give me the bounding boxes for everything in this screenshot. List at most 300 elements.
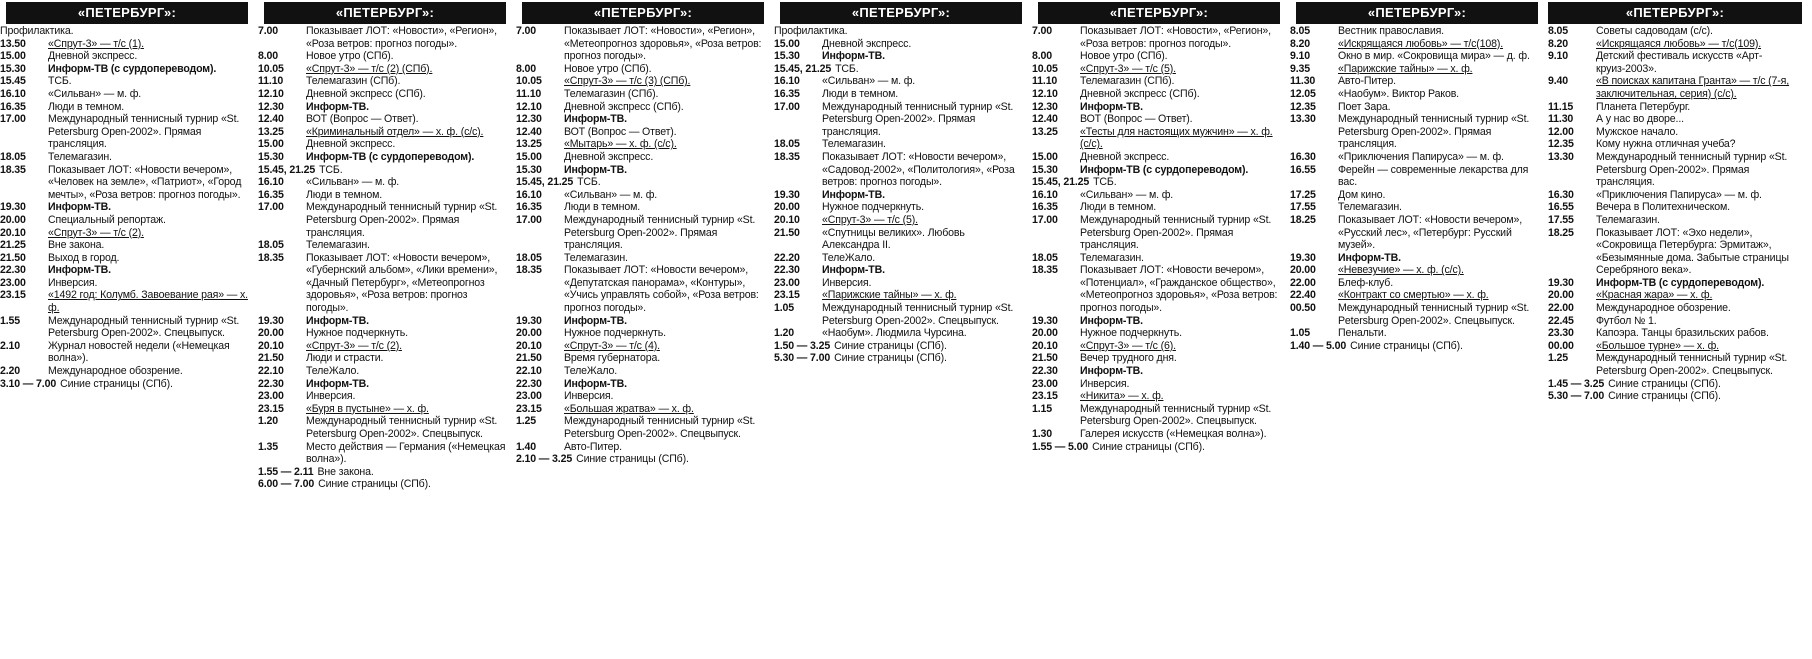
program-time: 5.30 — 7.00 (1548, 390, 1605, 403)
program-time: 20.10 (258, 339, 284, 352)
program-title: Телемагазин. (1080, 251, 1144, 264)
program-title: Вестник православия. (1338, 25, 1444, 37)
program-time: 1.20 (258, 415, 279, 428)
program-time: 1.25 (1548, 352, 1569, 365)
program-list (258, 25, 508, 491)
program-row (258, 201, 508, 239)
program-time: 12.10 (1032, 87, 1058, 100)
program-row (0, 164, 250, 202)
program-row (516, 441, 766, 454)
program-time: 12.30 (258, 100, 284, 113)
program-title: Информ-ТВ. (564, 113, 627, 126)
program-title: Дневной экспресс. (1080, 150, 1170, 163)
program-time: 18.05 (0, 150, 26, 163)
program-time: 12.40 (258, 113, 284, 126)
program-time: 6.00 — 7.00 (258, 478, 315, 491)
program-time: 23.15 (516, 402, 542, 415)
program-row (1032, 315, 1282, 328)
program-row (1290, 113, 1540, 151)
program-time: 23.15 (1032, 390, 1058, 403)
program-row (1032, 428, 1282, 441)
program-title: Международный теннисный турнир «St. Petersburg Open-2002». Спецвыпуск. (1596, 352, 1788, 378)
program-title: Международный теннисный турнир «St. Petersburg Open-2002». Спецвыпуск. (822, 302, 1014, 327)
program-time: 15.45, 21.25 (774, 62, 832, 75)
program-title: А у нас во дворе... (1596, 113, 1684, 126)
program-time: 8.00 (1032, 50, 1053, 63)
program-time: 15.00 (1032, 150, 1058, 163)
program-row (774, 138, 1024, 151)
program-row (1290, 38, 1540, 51)
program-row (1290, 151, 1540, 164)
program-title: Дневной экспресс (СПб). (564, 100, 684, 113)
program-title: ТелеЖало. (822, 251, 876, 264)
program-title: ТСБ. (1093, 176, 1117, 189)
program-row (258, 327, 508, 340)
program-title: Телемагазин (СПб). (564, 87, 659, 100)
program-title: Информ-ТВ (с сурдопереводом). (48, 62, 217, 75)
program-title: «Спрут-3» — т/с (5). (822, 213, 918, 226)
program-time: 00.50 (1290, 302, 1316, 315)
program-title: Информ-ТВ. (822, 50, 885, 63)
program-row (516, 63, 766, 76)
program-time: 9.10 (1548, 50, 1569, 63)
program-time: 7.00 (258, 25, 279, 37)
program-title: Информ-ТВ. (1080, 365, 1143, 378)
program-row (1548, 327, 1810, 340)
program-row (516, 403, 766, 416)
program-row (774, 302, 1024, 327)
program-title: «1492 год: Колумб. Завоевание рая» — х. ф. (48, 289, 248, 315)
program-time: 10.05 (516, 75, 542, 88)
program-row (516, 214, 766, 252)
program-list (774, 25, 1024, 365)
program-time: 19.30 (1290, 251, 1316, 264)
program-row (258, 365, 508, 378)
program-title: Международный теннисный турнир «St. Petersburg Open-2002». Спецвыпуск. (306, 415, 498, 440)
program-time: 1.50 — 3.25 (774, 339, 831, 352)
program-title: Телемагазин. (822, 138, 886, 151)
program-row (1290, 75, 1540, 88)
program-title: «Наобум». Виктор Раков. (1338, 87, 1459, 100)
program-time: 1.25 (516, 415, 537, 428)
program-time: 20.10 (516, 339, 542, 352)
program-title: ТелеЖало. (306, 365, 360, 378)
program-title: Информ-ТВ. (564, 314, 627, 327)
program-row (258, 239, 508, 252)
program-time: 18.05 (774, 138, 800, 151)
program-time: 15.00 (258, 138, 284, 151)
program-list (1032, 25, 1282, 453)
program-time: 1.55 — 2.11 (258, 465, 314, 478)
program-time: 16.30 (1290, 150, 1316, 163)
program-title: Выход в город. (48, 251, 120, 264)
program-time: 17.00 (516, 213, 542, 226)
program-row (1290, 88, 1540, 101)
program-time: 20.00 (0, 213, 26, 226)
program-time: 1.05 (1290, 327, 1311, 340)
program-time: 20.00 (774, 201, 800, 214)
program-time: 15.45, 21.25 (516, 176, 574, 189)
program-title: Новое утро (СПб). (306, 50, 394, 63)
program-row (0, 227, 250, 240)
program-title: ТСБ. (835, 62, 859, 75)
program-title: Синие страницы (СПб). (1608, 377, 1721, 390)
program-row (774, 227, 1024, 252)
program-row (1548, 378, 1810, 391)
program-time: 17.55 (1548, 213, 1574, 226)
program-time: 22.30 (0, 264, 26, 277)
program-row (516, 340, 766, 353)
program-row (0, 101, 250, 114)
program-time: 8.05 (1548, 25, 1569, 37)
program-title: Информ-ТВ (с сурдопереводом). (306, 150, 475, 163)
program-title: Инверсия. (822, 276, 872, 289)
program-title: Нужное подчеркнуть. (1080, 327, 1182, 340)
program-title: Галерея искусств («Немецкая волна»). (1080, 428, 1267, 440)
day-column-2 (258, 2, 508, 657)
program-title: Показывает ЛОТ: «Эхо недели», «Сокровища Петербурга: Эрмитаж», «Безымянные дома. Забытые страницы Серебряного века». (1596, 226, 1789, 277)
program-title: Информ-ТВ (с сурдопереводом). (1080, 163, 1249, 176)
program-title: Телемагазин. (564, 251, 628, 264)
program-time: 16.35 (774, 87, 800, 100)
program-row (0, 88, 250, 101)
program-row (0, 378, 250, 391)
program-row (516, 101, 766, 114)
program-time: 17.00 (1032, 213, 1058, 226)
program-time: 15.45, 21.25 (1032, 176, 1090, 189)
program-time: 15.30 (258, 150, 284, 163)
program-row (774, 101, 1024, 139)
program-row (0, 239, 250, 252)
program-title: «Контракт со смертью» — х. ф. (1338, 289, 1489, 302)
program-time: 15.30 (1032, 163, 1058, 176)
program-row (516, 25, 766, 63)
program-time: 8.00 (258, 50, 279, 63)
program-title: «Спрут-3» — т/с (1). (48, 37, 144, 50)
program-time: 15.30 (516, 163, 542, 176)
program-title: Люди и страсти. (306, 352, 384, 365)
program-title: Синие страницы (СПб). (576, 453, 689, 466)
program-time: 15.00 (0, 50, 26, 63)
program-title: ВОТ (Вопрос — Ответ). (1080, 113, 1193, 126)
program-time: 17.00 (0, 113, 26, 126)
program-row (1290, 327, 1540, 340)
program-time: 16.55 (1290, 163, 1316, 176)
program-title: «Наобум». Людмила Чурсина. (822, 327, 967, 340)
program-time: 22.30 (774, 264, 800, 277)
program-time: 1.45 — 3.25 (1548, 377, 1605, 390)
program-time: 12.40 (1032, 113, 1058, 126)
program-title: ТСБ. (577, 176, 601, 189)
program-title: Информ-ТВ. (48, 201, 111, 214)
program-title: «Большая жратва» — х. ф. (564, 402, 694, 415)
program-title: Вечера в Политехническом. (1596, 201, 1730, 214)
program-time: 21.25 (0, 239, 26, 252)
program-title: Инверсия. (48, 276, 98, 289)
program-title: Синие страницы (СПб). (834, 352, 947, 365)
program-row (516, 151, 766, 164)
program-title: Международный теннисный турнир «St. Petersburg Open-2002». Прямая трансляция. (564, 213, 756, 252)
program-row (258, 75, 508, 88)
program-title: Международный теннисный турнир «St. Petersburg Open-2002». Спецвыпуск. (564, 415, 756, 440)
program-title: Показывает ЛОТ: «Новости», «Регион», «Метеопрогноз здоровья», «Роза ветров: прогноз погоды». (564, 25, 762, 63)
program-time: 12.35 (1548, 138, 1574, 151)
program-row (258, 88, 508, 101)
program-title: Время губернатора. (564, 352, 660, 365)
program-title: Международный теннисный турнир «St. Petersburg Open-2002». Прямая трансляция. (1080, 213, 1272, 252)
program-row (1032, 201, 1282, 214)
program-title: Вне закона. (317, 465, 374, 478)
program-time: 19.30 (258, 314, 284, 327)
program-list (516, 25, 766, 466)
program-title: Показывает ЛОТ: «Новости», «Регион», «Роза ветров: прогноз погоды». (1080, 25, 1271, 50)
program-time: 13.25 (1032, 125, 1058, 138)
program-time: 19.30 (774, 188, 800, 201)
program-row (516, 327, 766, 340)
program-row (1548, 340, 1810, 353)
program-row (1032, 176, 1282, 189)
program-title: Люди в темном. (48, 100, 125, 113)
program-row (774, 264, 1024, 277)
program-row (1290, 164, 1540, 189)
program-row (1548, 138, 1810, 151)
program-time: 23.00 (516, 390, 542, 403)
program-time: 22.40 (1290, 289, 1316, 302)
program-time: 21.50 (516, 352, 542, 365)
program-row (774, 189, 1024, 202)
program-time: 15.00 (516, 150, 542, 163)
program-row (1290, 277, 1540, 290)
program-time: 23.00 (0, 276, 26, 289)
program-time: 16.35 (516, 201, 542, 214)
program-time: 22.10 (516, 365, 542, 378)
program-title: «Невезучие» — х. ф. (с/с). (1338, 264, 1464, 277)
program-title: Телемагазин. (1596, 213, 1660, 226)
program-time: 18.35 (0, 163, 26, 176)
program-title: «Буря в пустыне» — х. ф. (306, 402, 429, 415)
program-time: 18.35 (1032, 264, 1058, 277)
program-list (1548, 25, 1810, 403)
program-row (258, 466, 508, 479)
program-time: 17.00 (258, 201, 284, 214)
program-row (1032, 189, 1282, 202)
program-row (1548, 227, 1810, 277)
program-row (516, 176, 766, 189)
program-title: Кому нужна отличная учеба? (1596, 138, 1736, 151)
program-row (1032, 151, 1282, 164)
program-title: Мужское начало. (1596, 125, 1679, 138)
program-title: Информ-ТВ. (48, 264, 111, 277)
program-title: Международное обозрение. (1596, 302, 1731, 315)
program-row (1290, 63, 1540, 76)
program-title: «Искрящаяся любовь» — т/с(109). (1596, 37, 1761, 50)
program-time: 16.10 (774, 75, 800, 88)
program-time: 16.35 (1032, 201, 1058, 214)
program-row (258, 151, 508, 164)
program-row (774, 352, 1024, 365)
program-title: Показывает ЛОТ: «Новости», «Регион», «Роза ветров: прогноз погоды». (306, 25, 497, 50)
program-time: 12.30 (1032, 100, 1058, 113)
program-time: 8.20 (1548, 37, 1569, 50)
program-row (774, 252, 1024, 265)
program-title: «Криминальный отдел» — х. ф. (с/с). (306, 125, 484, 138)
program-time: 1.55 (0, 314, 21, 327)
program-time: 22.10 (258, 365, 284, 378)
program-time: 1.05 (774, 302, 795, 315)
program-title: ТСБ. (319, 163, 343, 176)
program-row (1290, 50, 1540, 63)
program-row (1290, 214, 1540, 252)
program-title: Международный теннисный турнир «St. Petersburg Open-2002». Спецвыпуск. (48, 314, 240, 340)
program-time: 22.20 (774, 251, 800, 264)
day-column-7 (1548, 2, 1810, 657)
program-row (1548, 302, 1810, 315)
program-row (1548, 38, 1810, 51)
day-column-4 (774, 2, 1024, 657)
program-row (1290, 340, 1540, 353)
program-row (1548, 126, 1810, 139)
day-column-5 (1032, 2, 1282, 657)
channel-header: «ПЕТЕРБУРГ»: (780, 2, 1022, 24)
program-title: «Мытарь» — х. ф. (с/с). (564, 138, 677, 151)
program-time: 15.45, 21.25 (258, 163, 316, 176)
program-title: «Спрут-3» — т/с (2). (48, 226, 144, 239)
program-row (774, 50, 1024, 63)
program-time: 16.10 (258, 176, 284, 189)
program-row (774, 25, 1024, 38)
program-row (516, 138, 766, 151)
program-title: Нужное подчеркнуть. (822, 201, 924, 214)
program-row (258, 189, 508, 202)
channel-header: «ПЕТЕРБУРГ»: (1296, 2, 1538, 24)
program-row (1032, 126, 1282, 151)
program-row (516, 378, 766, 391)
program-time: 9.40 (1548, 75, 1569, 88)
program-title: Показывает ЛОТ: «Новости вечером», «Русский лес», «Петербург: Русский музей». (1338, 213, 1523, 252)
program-row (1290, 189, 1540, 202)
program-title: Дневной экспресс (СПб). (1080, 87, 1200, 100)
program-row (0, 38, 250, 51)
program-row (1548, 390, 1810, 403)
program-row (516, 126, 766, 139)
program-time: 21.50 (0, 251, 26, 264)
program-title: Люди в темном. (564, 201, 641, 214)
program-title: «Сильван» — м. ф. (564, 188, 658, 201)
program-time: 1.40 (516, 440, 537, 453)
program-title: Синие страницы (СПб). (834, 339, 947, 352)
program-row (516, 88, 766, 101)
program-row (1548, 201, 1810, 214)
program-time: 22.00 (1290, 276, 1316, 289)
program-row (1032, 403, 1282, 428)
program-time: 13.50 (0, 37, 26, 50)
channel-header: «ПЕТЕРБУРГ»: (264, 2, 506, 24)
program-time: 21.50 (1032, 352, 1058, 365)
program-title: «Приключения Папируса» — м. ф. (1338, 150, 1504, 163)
program-time: 5.30 — 7.00 (774, 352, 831, 365)
program-title: Телемагазин. (306, 239, 370, 252)
program-row (774, 38, 1024, 51)
program-title: Люди в темном. (822, 87, 899, 100)
program-row (1032, 75, 1282, 88)
program-row (516, 75, 766, 88)
program-time: 17.25 (1290, 188, 1316, 201)
program-row (516, 315, 766, 328)
program-title: Показывает ЛОТ: «Новости вечером», «Человек на земле», «Патриот», «Город мечты», «Роза ветров: прогноз погоды». (48, 163, 242, 201)
program-time: 23.15 (0, 289, 26, 302)
program-title: Люди в темном. (1080, 201, 1157, 214)
program-row (0, 277, 250, 290)
program-title: Блеф-клуб. (1338, 276, 1394, 289)
program-title: Журнал новостей недели («Немецкая волна»). (48, 339, 230, 365)
program-time: 20.00 (1290, 264, 1316, 277)
program-row (258, 315, 508, 328)
program-title: Дневной экспресс. (48, 50, 138, 63)
program-time: 16.10 (0, 87, 26, 100)
program-title: Показывает ЛОТ: «Новости вечером», «Потенциал», «Гражданское общество», «Метеопрогноз здоровья», «Роза ветров: прогноз погоды». (1080, 264, 1278, 315)
program-row (774, 277, 1024, 290)
program-time: 1.55 — 5.00 (1032, 440, 1089, 453)
program-row (258, 50, 508, 63)
program-row (1290, 101, 1540, 114)
program-time: 12.40 (516, 125, 542, 138)
program-title: «Спрут-3» — т/с (3) (СПб). (564, 75, 691, 88)
program-title: Международный теннисный турнир «St. Petersburg Open-2002». Прямая трансляция. (1596, 150, 1788, 189)
program-time: 13.25 (258, 125, 284, 138)
program-time: 15.30 (774, 50, 800, 63)
day-column-3 (516, 2, 766, 657)
program-row (1548, 75, 1810, 100)
program-row (1032, 378, 1282, 391)
program-title: «Никита» — х. ф. (1080, 390, 1164, 403)
program-row (258, 176, 508, 189)
program-row (258, 415, 508, 440)
program-time: 2.20 (0, 365, 21, 378)
program-row (1032, 63, 1282, 76)
program-time: 11.10 (1032, 75, 1058, 88)
program-time: 18.35 (774, 150, 800, 163)
program-title: Специальный репортаж. (48, 213, 166, 226)
program-row (1032, 252, 1282, 265)
program-title: Синие страницы (СПб). (1350, 339, 1463, 352)
program-row (1032, 365, 1282, 378)
program-time: 1.20 (774, 327, 795, 340)
program-time: 22.30 (1032, 365, 1058, 378)
program-title: Футбол № 1. (1596, 314, 1657, 327)
program-time: 11.10 (516, 87, 542, 100)
program-row (0, 214, 250, 227)
program-row (516, 164, 766, 177)
program-row (1290, 25, 1540, 38)
program-row (258, 378, 508, 391)
program-row (0, 63, 250, 76)
program-title: Авто-Питер. (1338, 75, 1396, 88)
program-time: 12.35 (1290, 100, 1316, 113)
channel-header: «ПЕТЕРБУРГ»: (522, 2, 764, 24)
program-row (1548, 151, 1810, 189)
program-title: Капоэра. Танцы бразильских рабов. (1596, 327, 1769, 340)
program-title: Информ-ТВ. (306, 377, 369, 390)
program-title: Профилактика. (774, 25, 848, 37)
channel-header: «ПЕТЕРБУРГ»: (1548, 2, 1802, 24)
program-time: 11.30 (1548, 113, 1574, 126)
program-time: 20.00 (258, 327, 284, 340)
program-title: Новое утро (СПб). (564, 62, 652, 75)
program-row (1548, 289, 1810, 302)
program-title: Информ-ТВ. (822, 264, 885, 277)
program-row (774, 75, 1024, 88)
program-time: 15.00 (774, 37, 800, 50)
